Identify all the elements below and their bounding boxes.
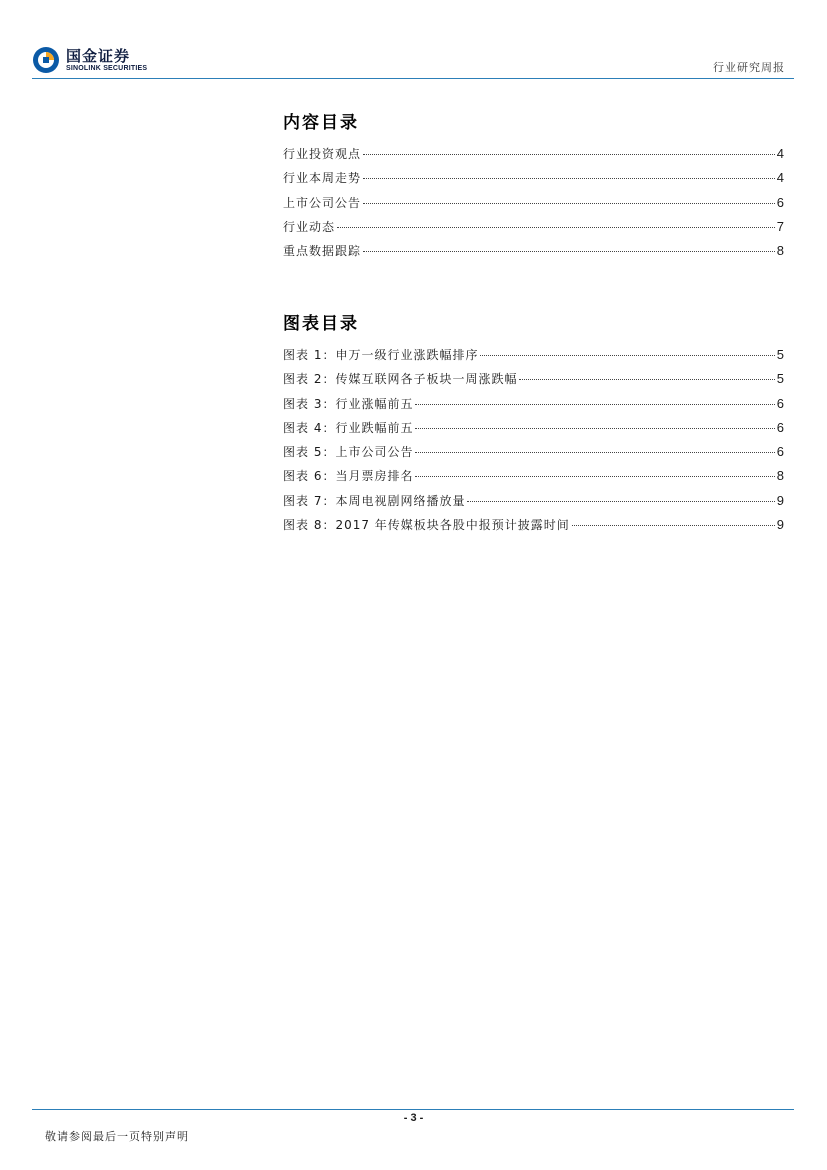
- toc-entry[interactable]: [283, 145, 784, 169]
- dot-leader: [415, 404, 774, 405]
- figure-entry[interactable]: [283, 346, 784, 370]
- contents-list: [283, 145, 784, 266]
- dot-leader: [363, 203, 775, 204]
- figure-entry-page: 8: [776, 468, 784, 484]
- toc-entry-page: 4: [776, 170, 784, 186]
- page-header: [0, 0, 827, 82]
- dot-leader: [363, 154, 775, 155]
- company-logo: [32, 46, 162, 78]
- figure-entry-page: 5: [776, 347, 784, 362]
- figure-entry-title: 图表 7：本周电视剧网络播放量: [283, 493, 466, 508]
- dot-leader: [480, 355, 774, 356]
- toc-entry-page: 7: [776, 218, 784, 234]
- dot-leader: [415, 428, 774, 429]
- figure-entry-title: 图表 6：当月票房排名: [283, 469, 414, 484]
- figure-entry-page: 9: [776, 517, 784, 533]
- figure-entry-title: 图表 4：行业跌幅前五: [283, 420, 414, 435]
- figure-entry-title: 图表 8：2017 年传媒板块各股中报预计披露时间: [283, 518, 570, 533]
- toc-entry-title: 行业投资观点: [283, 147, 362, 161]
- dot-leader: [363, 251, 775, 252]
- toc-entry-title: 行业本周走势: [283, 171, 362, 186]
- report-type-label: 行业研究周报: [713, 61, 785, 74]
- toc-entry-page: 4: [776, 146, 784, 161]
- toc-entry-title: 重点数据跟踪: [283, 244, 362, 259]
- figure-entry-page: 5: [776, 371, 784, 387]
- footer-divider: [32, 1109, 794, 1110]
- figure-entry[interactable]: [283, 443, 784, 467]
- toc-entry-page: 8: [776, 243, 784, 259]
- figure-entry[interactable]: [283, 370, 784, 394]
- figure-entry[interactable]: [283, 492, 784, 516]
- dot-leader: [519, 379, 774, 380]
- figures-toc: [283, 309, 784, 540]
- figure-entry-title: 图表 3：行业涨幅前五: [283, 396, 414, 411]
- figure-entry-page: 9: [776, 492, 784, 508]
- toc-entry-title: 行业动态: [283, 219, 336, 234]
- figure-entry[interactable]: [283, 467, 784, 491]
- figure-entry[interactable]: [283, 516, 784, 540]
- header-divider: [32, 78, 794, 79]
- toc-entry-page: 6: [776, 194, 784, 210]
- figure-entry-title: 图表 2：传媒互联网各子板块一周涨跌幅: [283, 372, 518, 387]
- logo-english-name: SINOLINK SECURITIES: [66, 65, 148, 72]
- contents-toc: [283, 108, 784, 266]
- sinolink-logo-icon: [32, 46, 60, 74]
- logo-chinese-name: 国金证券: [66, 47, 131, 65]
- figure-entry-title: 图表 1：申万一级行业涨跌幅排序: [283, 348, 479, 362]
- toc-entry[interactable]: [283, 194, 784, 218]
- figures-list: [283, 346, 784, 540]
- figure-entry-page: 6: [776, 395, 784, 411]
- figures-heading: 图表目录: [283, 314, 359, 334]
- figure-entry[interactable]: [283, 395, 784, 419]
- dot-leader: [415, 452, 774, 453]
- toc-entry-title: 上市公司公告: [283, 195, 362, 210]
- toc-entry[interactable]: [283, 242, 784, 266]
- figure-entry-page: 6: [776, 444, 784, 460]
- footer-disclaimer: 敬请参阅最后一页特别声明: [45, 1130, 189, 1143]
- dot-leader: [363, 178, 775, 179]
- toc-entry[interactable]: [283, 218, 784, 242]
- toc-entry[interactable]: [283, 169, 784, 193]
- dot-leader: [415, 476, 774, 477]
- dot-leader: [467, 501, 774, 502]
- dot-leader: [337, 227, 775, 228]
- page-number: - 3 -: [403, 1112, 424, 1124]
- figure-entry-title: 图表 5：上市公司公告: [283, 445, 414, 460]
- dot-leader: [572, 525, 775, 526]
- figure-entry[interactable]: [283, 419, 784, 443]
- contents-heading: 内容目录: [283, 113, 359, 133]
- figure-entry-page: 6: [776, 419, 784, 435]
